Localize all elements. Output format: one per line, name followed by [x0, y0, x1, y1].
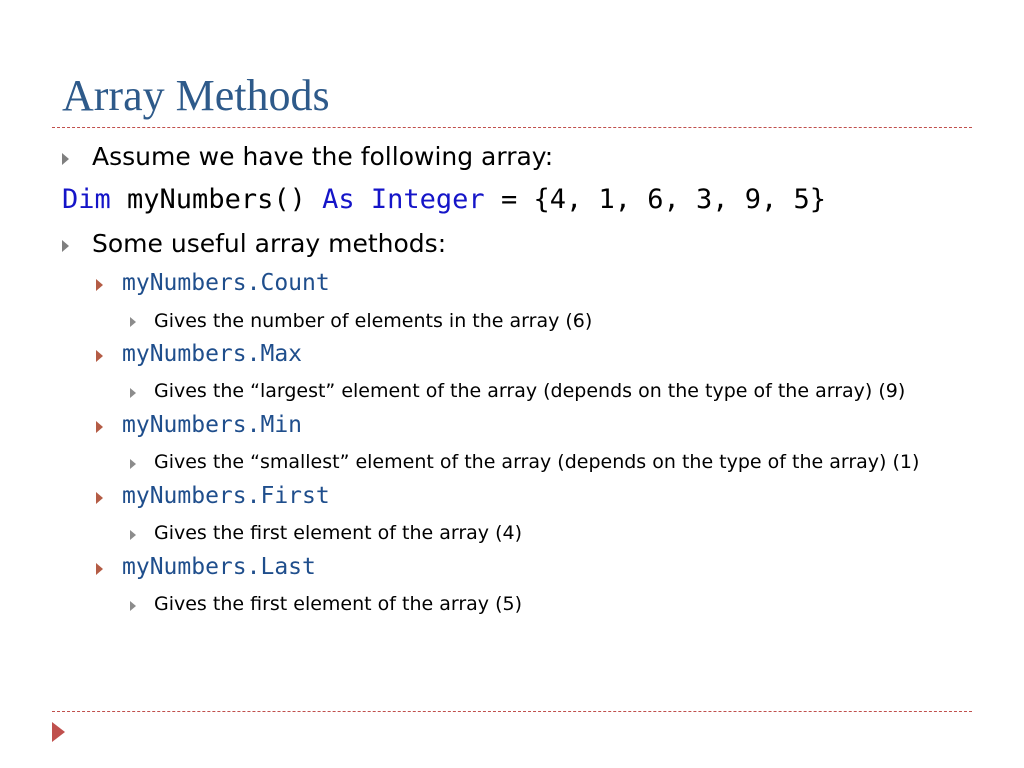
method-name: myNumbers.Last	[122, 554, 316, 580]
code-keyword-integer: Integer	[370, 184, 485, 215]
triangle-bullet-icon	[96, 279, 103, 291]
method-description: Gives the “smallest” element of the array (depends on the type of the array) (1)	[154, 451, 920, 473]
method-description: Gives the first element of the array (4)	[154, 522, 522, 544]
footer-divider	[52, 711, 972, 712]
triangle-bullet-icon	[96, 421, 103, 433]
triangle-bullet-icon	[62, 240, 69, 252]
code-space	[355, 184, 371, 215]
slide-title: Array Methods	[62, 71, 330, 120]
method-description: Gives the first element of the array (5)	[154, 593, 522, 615]
code-keyword-dim: Dim	[62, 184, 111, 215]
triangle-bullet-icon	[96, 563, 103, 575]
method-description: Gives the number of elements in the array (6)	[154, 310, 593, 332]
method-name: myNumbers.Count	[122, 270, 330, 296]
triangle-bullet-icon	[96, 350, 103, 362]
method-description: Gives the “largest” element of the array (depends on the type of the array) (9)	[154, 380, 906, 402]
triangle-bullet-icon	[130, 459, 136, 469]
method-name: myNumbers.Min	[122, 412, 303, 438]
title-divider	[52, 127, 972, 128]
bullet-text: Some useful array methods:	[92, 229, 447, 258]
method-name: myNumbers.First	[122, 483, 330, 509]
red-triangle-icon	[52, 722, 65, 742]
bullet-text: Assume we have the following array:	[92, 142, 554, 171]
triangle-bullet-icon	[130, 388, 136, 398]
triangle-bullet-icon	[130, 601, 136, 611]
triangle-bullet-icon	[130, 317, 136, 327]
triangle-bullet-icon	[96, 492, 103, 504]
triangle-bullet-icon	[62, 153, 69, 165]
method-name: myNumbers.Max	[122, 341, 303, 367]
code-line	[62, 184, 826, 215]
code-keyword-as: As	[322, 184, 355, 215]
code-initializer: = {4, 1, 6, 3, 9, 5}	[484, 184, 827, 215]
triangle-bullet-icon	[130, 530, 136, 540]
code-identifier: myNumbers()	[110, 184, 323, 215]
